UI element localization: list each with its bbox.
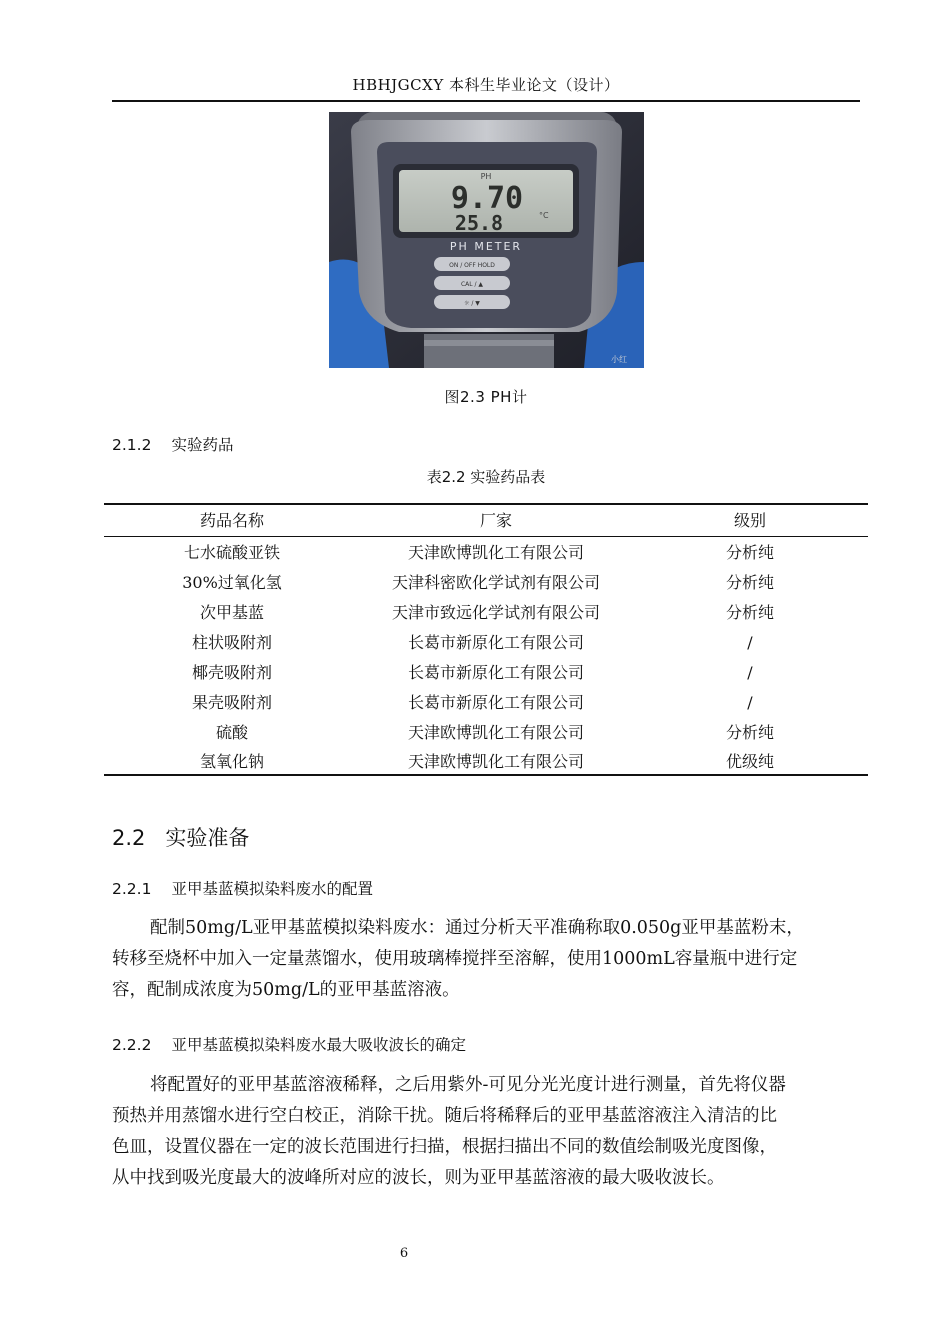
section-title: 实验准备	[165, 826, 250, 850]
section-number: 2.2	[112, 826, 146, 850]
paragraph-line: 转移至烧杯中加入一定量蒸馏水，使用玻璃棒搅拌至溶解，使用1000mL容量瓶中进行定	[112, 949, 798, 969]
table-header-manufacturer: 厂家	[479, 511, 512, 530]
section-number: 2.1.2	[112, 436, 152, 454]
table-cell: 天津欧博凯化工有限公司	[407, 543, 584, 562]
table-cell: 椰壳吸附剂	[191, 663, 272, 682]
section-2-2-heading	[112, 822, 249, 852]
ph-meter-illustration	[329, 112, 644, 368]
ph-value-text: 9.70	[450, 181, 524, 216]
section-title: 实验药品	[171, 436, 234, 454]
table-cell: 氢氧化钠	[199, 752, 264, 771]
watermark-text: 小红	[611, 355, 627, 364]
table-cell: 优级纯	[725, 752, 774, 771]
table-header-rule	[104, 536, 868, 537]
table-cell: 天津欧博凯化工有限公司	[407, 723, 584, 742]
table-header-name: 药品名称	[199, 511, 264, 530]
temp-value-text: 25.8	[454, 211, 504, 235]
table-cell: 分析纯	[725, 543, 774, 562]
section-2-2-2-heading	[112, 1033, 466, 1055]
paragraph-line: 配制50mg/L亚甲基蓝模拟染料废水：通过分析天平准确称取0.050g亚甲基蓝粉末，	[150, 918, 804, 938]
table-header-grade: 级别	[733, 511, 766, 530]
paragraph-line: 容，配制成浓度为50mg/L的亚甲基蓝溶液。	[112, 980, 460, 1000]
table-top-rule	[104, 503, 868, 505]
on-off-hold-button-label: ON / OFF HOLD	[449, 262, 495, 269]
paragraph-2-2-1	[112, 913, 860, 1006]
paragraph-line: 色皿，设置仪器在一定的波长范围进行扫描，根据扫描出不同的数值绘制吸光度图像，	[112, 1137, 777, 1157]
light-down-button-label: ☼ / ▼	[464, 300, 480, 307]
cal-up-button-label: CAL / ▲	[460, 281, 484, 288]
table-cell: 分析纯	[725, 603, 774, 622]
section-title: 亚甲基蓝模拟染料废水最大吸收波长的确定	[171, 1036, 466, 1054]
ph-meter-photo	[329, 112, 644, 368]
table-cell: 长葛市新原化工有限公司	[407, 633, 584, 652]
table-cell: 天津市致远化学试剂有限公司	[391, 603, 600, 622]
temp-unit-text: °C	[539, 211, 549, 220]
section-2-2-1-heading	[112, 877, 373, 899]
page-number: 6	[399, 1246, 409, 1261]
table-cell: 天津欧博凯化工有限公司	[407, 752, 584, 771]
table-cell: 七水硫酸亚铁	[183, 543, 280, 562]
table-cell: /	[747, 693, 753, 712]
table-cell: 柱状吸附剂	[191, 633, 272, 652]
section-number: 2.2.1	[112, 880, 152, 898]
section-2-1-2-heading	[112, 433, 233, 455]
paragraph-2-2-2	[112, 1070, 860, 1194]
table-cell: 次甲基蓝	[199, 603, 264, 622]
table-cell: 30%过氧化氢	[182, 573, 282, 592]
table-cell: /	[747, 633, 753, 652]
paragraph-line: 预热并用蒸馏水进行空白校正，消除干扰。随后将稀释后的亚甲基蓝溶液注入清洁的比	[112, 1106, 777, 1126]
table-title: 表2.2 实验药品表	[426, 468, 546, 486]
section-number: 2.2.2	[112, 1036, 152, 1054]
table-cell: 长葛市新原化工有限公司	[407, 693, 584, 712]
table-cell: 硫酸	[215, 723, 248, 742]
header-rule	[112, 100, 860, 102]
ph-label-text: PH	[480, 172, 492, 181]
device-label-text: PH METER	[449, 240, 523, 253]
paragraph-line: 从中找到吸光度最大的波峰所对应的波长，则为亚甲基蓝溶液的最大吸收波长。	[112, 1168, 725, 1188]
table-cell: 分析纯	[725, 723, 774, 742]
table-cell: 天津科密欧化学试剂有限公司	[391, 573, 600, 592]
paragraph-line: 将配置好的亚甲基蓝溶液稀释，之后用紫外-可见分光光度计进行测量，首先将仪器	[150, 1075, 786, 1095]
table-cell: 果壳吸附剂	[191, 693, 272, 712]
figure-caption: 图2.3 PH计	[444, 388, 528, 406]
table-cell: 长葛市新原化工有限公司	[407, 663, 584, 682]
table-bottom-rule	[104, 774, 868, 776]
table-cell: 分析纯	[725, 573, 774, 592]
table-cell: /	[747, 663, 753, 682]
section-title: 亚甲基蓝模拟染料废水的配置	[171, 880, 373, 898]
page-header: HBHJGCXY 本科生毕业论文（设计）	[352, 76, 620, 94]
